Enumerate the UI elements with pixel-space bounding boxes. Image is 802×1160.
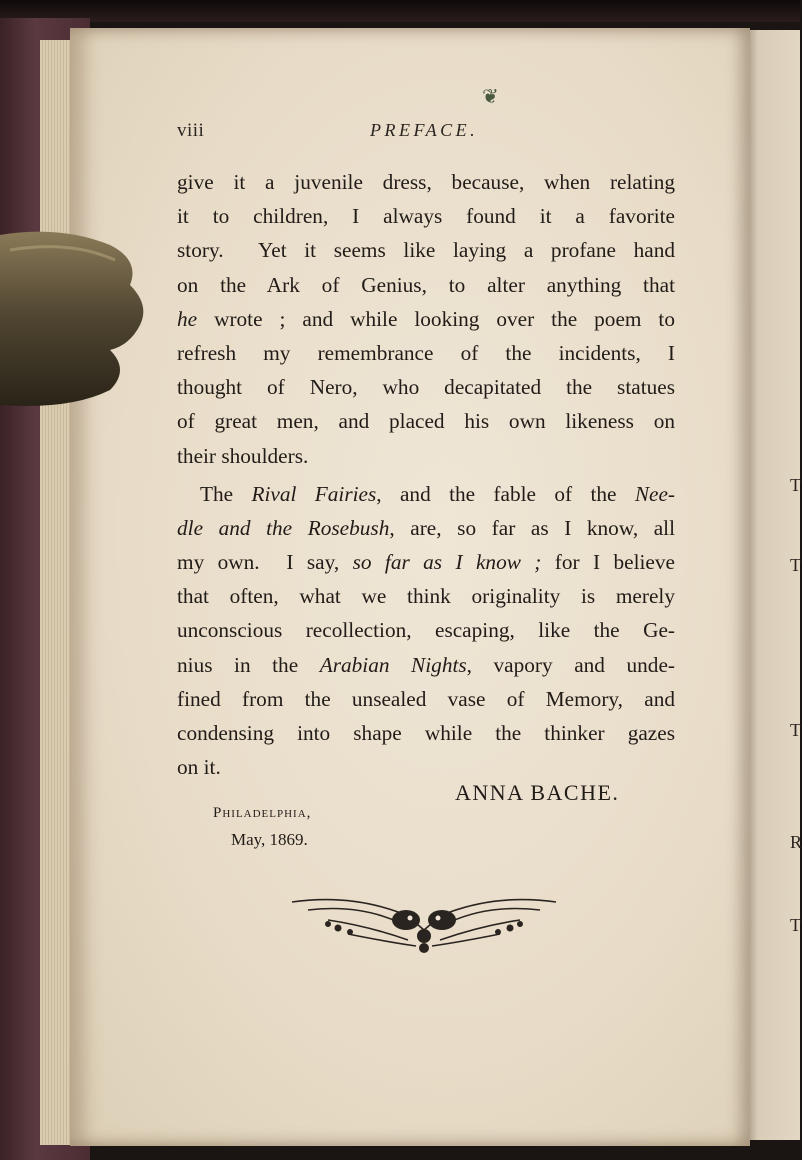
text-line bbox=[177, 233, 675, 267]
text-line bbox=[177, 579, 675, 613]
italic-text: Nee- bbox=[634, 481, 676, 506]
text-line bbox=[177, 268, 675, 302]
place: Philadelphia, bbox=[213, 805, 312, 821]
ornament-icon: ❦ bbox=[482, 86, 499, 108]
text-segment: that often, what we think originality is merely bbox=[177, 584, 675, 609]
text-segment: , are, so far as I know, all bbox=[389, 515, 676, 540]
text-line bbox=[177, 165, 675, 199]
text-segment: unconscious recollection, escaping, like the Ge- bbox=[177, 618, 675, 643]
text-line bbox=[177, 370, 675, 404]
running-title: PREFACE. bbox=[370, 120, 479, 140]
brass-clip bbox=[0, 225, 150, 415]
text-line bbox=[177, 404, 675, 438]
italic-text: so far as I know ; bbox=[352, 550, 542, 575]
text-line bbox=[177, 511, 675, 545]
date: May, 1869. bbox=[231, 830, 308, 849]
italic-text: Rival Fairies bbox=[251, 481, 377, 506]
next-page-letter: T bbox=[790, 915, 801, 935]
next-page-letter: T bbox=[790, 555, 801, 575]
text-segment: on the Ark of Genius, to alter anything that bbox=[177, 272, 675, 297]
next-page-letter: T bbox=[790, 720, 801, 740]
text-segment: refresh my remembrance of the incidents, I bbox=[177, 340, 675, 365]
author-signature: ANNA BACHE. bbox=[455, 780, 620, 805]
text-line bbox=[177, 302, 675, 336]
text-line bbox=[177, 682, 675, 716]
text-line bbox=[177, 545, 675, 579]
text-segment: nius in the bbox=[177, 652, 320, 677]
decorative-vignette-icon bbox=[288, 890, 560, 954]
text-segment: my own. I say, bbox=[177, 550, 353, 575]
text-segment: their shoulders. bbox=[177, 443, 309, 468]
text-line bbox=[177, 336, 675, 370]
italic-text: dle and the Rosebush bbox=[177, 515, 390, 540]
text-segment: fined from the unsealed vase of Memory, and bbox=[177, 686, 675, 711]
text-segment: wrote ; and while looking over the poem to bbox=[197, 306, 675, 331]
text-line bbox=[177, 613, 675, 647]
text-segment: story. Yet it seems like laying a profane hand bbox=[177, 238, 675, 263]
text-line bbox=[177, 199, 675, 233]
text-segment: condensing into shape while the thinker gazes bbox=[177, 721, 675, 745]
text-line bbox=[177, 439, 675, 473]
page-number: viii bbox=[177, 120, 205, 141]
text-segment: , vapory and unde- bbox=[466, 652, 675, 677]
preface-text bbox=[177, 165, 675, 784]
text-segment: thought of Nero, who decapitated the statues bbox=[177, 375, 675, 400]
text-segment: on it. bbox=[177, 755, 221, 780]
next-page-letter: R bbox=[790, 832, 802, 852]
italic-text: he bbox=[177, 306, 198, 331]
text-line bbox=[177, 477, 675, 511]
text-segment: of great men, and placed his own likeness on bbox=[177, 409, 675, 434]
next-page-letter: T bbox=[790, 475, 801, 495]
text-line bbox=[177, 648, 675, 682]
text-segment: give it a juvenile dress, because, when relating bbox=[177, 170, 675, 194]
text-segment: The bbox=[200, 481, 252, 506]
book-spine-top bbox=[0, 0, 800, 22]
text-segment: for I believe bbox=[541, 550, 675, 575]
italic-text: Arabian Nights bbox=[319, 652, 467, 677]
text-segment: it to children, I always found it a favorite bbox=[177, 204, 675, 229]
text-line bbox=[177, 716, 675, 750]
text-segment: , and the fable of the bbox=[376, 481, 635, 506]
